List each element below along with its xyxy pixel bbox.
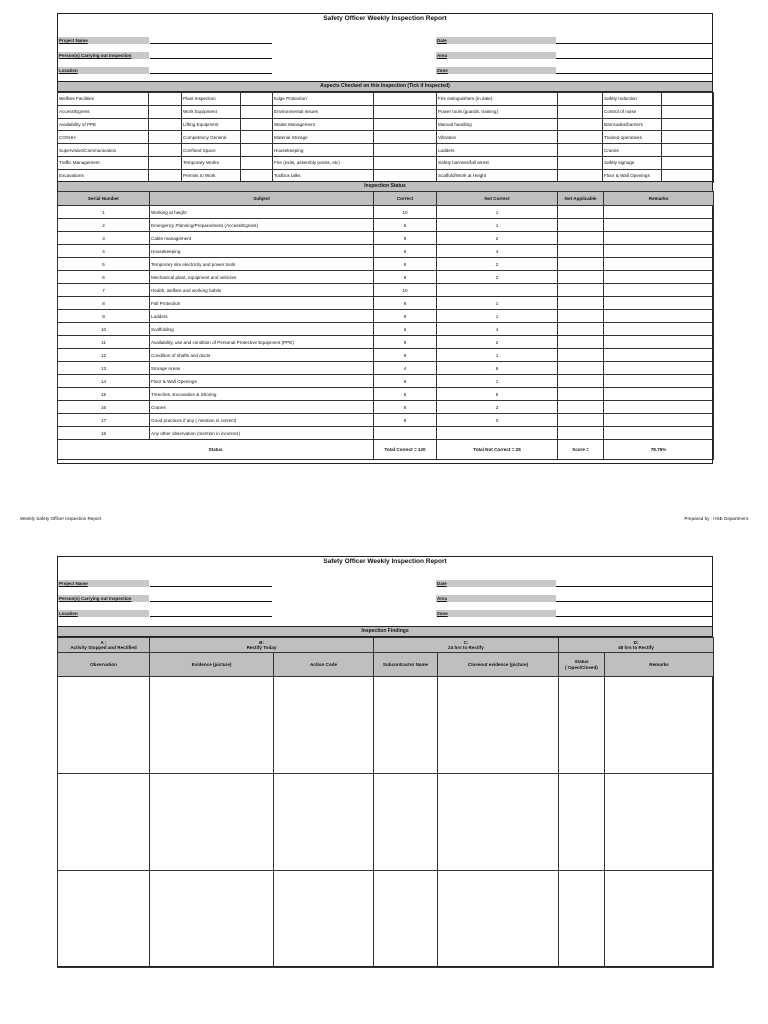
table-row — [58, 362, 714, 375]
serial-cell: 1 — [58, 206, 150, 219]
aspect-tick-box[interactable] — [558, 118, 603, 131]
area-label: Area — [436, 52, 556, 59]
aspect-tick-box[interactable] — [241, 105, 273, 118]
correct-cell: 8 — [374, 232, 437, 245]
p2-date-label: Date — [436, 580, 556, 587]
aspect-tick-box[interactable] — [662, 156, 714, 169]
correct-cell: 5 — [374, 388, 437, 401]
not-correct-cell: 1 — [437, 375, 558, 388]
col-not-applicable: Not Applicable — [558, 192, 604, 206]
table-row — [58, 219, 714, 232]
p2-zone-field[interactable] — [556, 610, 712, 617]
p2-date-field[interactable] — [556, 580, 712, 587]
aspect-label: Availability of PPE — [58, 118, 149, 131]
area-field[interactable] — [556, 52, 712, 59]
not-applicable-cell[interactable] — [558, 427, 604, 440]
table-row — [58, 284, 714, 297]
aspect-tick-box[interactable] — [374, 105, 437, 118]
finding-row — [58, 871, 714, 968]
correct-cell: 9 — [374, 297, 437, 310]
remarks-cell[interactable] — [604, 362, 714, 375]
col-action-code: Action Code — [274, 653, 374, 677]
table-row — [58, 414, 714, 427]
table-row — [58, 258, 714, 271]
p2-persons-label: Person(s) Carrying out Inspection — [58, 595, 149, 602]
remarks-cell[interactable] — [604, 388, 714, 401]
p2-location-label: Location — [58, 610, 149, 617]
zone-label: Zone — [436, 67, 556, 74]
aspect-label: Plant Inspection — [182, 93, 241, 106]
col-status: Status ( Open/Closed) — [559, 653, 605, 677]
subject-cell: Cranes — [150, 401, 374, 414]
aspect-label: Edge Protection — [273, 93, 374, 106]
aspect-row — [58, 156, 714, 169]
finding-cell[interactable] — [150, 774, 274, 871]
table-row — [58, 271, 714, 284]
not-correct-cell: 2 — [437, 336, 558, 349]
serial-cell: 4 — [58, 245, 150, 258]
remarks-cell[interactable] — [604, 245, 714, 258]
aspect-tick-box[interactable] — [662, 131, 714, 144]
inspection-status-header: Inspection Status — [58, 181, 712, 192]
aspect-label: Supervision/Communication — [58, 144, 149, 157]
remarks-cell[interactable] — [604, 232, 714, 245]
subject-cell: Emergency Planning/Preparedness (Access/Egress) — [150, 219, 374, 232]
not-applicable-cell[interactable] — [558, 349, 604, 362]
page2-form — [57, 556, 713, 967]
aspect-tick-box[interactable] — [241, 144, 273, 157]
finding-cell[interactable] — [605, 774, 714, 871]
serial-cell: 2 — [58, 219, 150, 232]
not-correct-cell: 1 — [437, 349, 558, 362]
remarks-cell[interactable] — [604, 414, 714, 427]
page-footer-right: Prepared by : HSE Department — [684, 516, 748, 521]
remarks-cell[interactable] — [604, 349, 714, 362]
aspect-label: Material Storage — [273, 131, 374, 144]
footer-score-label: Score = — [558, 440, 604, 460]
page1-title: Safety Officer Weekly Inspection Report — [323, 15, 447, 22]
not-correct-cell: 2 — [437, 401, 558, 414]
aspect-label: Waste Management — [273, 118, 374, 131]
finding-cell[interactable] — [58, 871, 150, 968]
aspect-tick-box[interactable] — [662, 144, 714, 157]
finding-cell[interactable] — [374, 677, 438, 774]
not-correct-cell: 4 — [437, 245, 558, 258]
aspect-label: Welfare Facilities — [58, 93, 149, 106]
aspect-label: Barricades/barriers — [603, 118, 662, 131]
p2-location-field[interactable] — [150, 610, 272, 617]
aspect-tick-box[interactable] — [558, 144, 603, 157]
not-correct-cell: 1 — [437, 219, 558, 232]
aspect-label: Manual handling — [437, 118, 558, 131]
subject-cell: Working at height — [150, 206, 374, 219]
aspect-tick-box[interactable] — [241, 118, 273, 131]
aspect-label: Fire extinguishers (in date) — [437, 93, 558, 106]
not-applicable-cell[interactable] — [558, 219, 604, 232]
correct-cell: 8 — [374, 336, 437, 349]
remarks-cell[interactable] — [604, 284, 714, 297]
aspects-header: Aspects Checked on this Inspection (Tick if Inspected) — [58, 81, 712, 92]
inspection-table — [57, 191, 714, 460]
correct-cell: 10 — [374, 284, 437, 297]
not-correct-cell — [437, 427, 558, 440]
zone-field[interactable] — [556, 67, 712, 74]
col-remarks-2: Remarks — [605, 653, 714, 677]
finding-cell[interactable] — [58, 774, 150, 871]
remarks-cell[interactable] — [604, 206, 714, 219]
remarks-cell[interactable] — [604, 297, 714, 310]
serial-cell: 10 — [58, 323, 150, 336]
aspect-label: Cranes — [603, 144, 662, 157]
aspect-label: Permits to Work — [182, 169, 241, 182]
finding-row — [58, 774, 714, 871]
subject-cell: Storage Areas — [150, 362, 374, 375]
footer-status: Status — [58, 440, 374, 460]
serial-cell: 3 — [58, 232, 150, 245]
serial-cell: 15 — [58, 388, 150, 401]
not-applicable-cell[interactable] — [558, 297, 604, 310]
project-name-field[interactable] — [150, 37, 272, 44]
not-correct-cell: 2 — [437, 271, 558, 284]
not-applicable-cell[interactable] — [558, 401, 604, 414]
table-row — [58, 310, 714, 323]
aspect-label: Power tools (guards, training) — [437, 105, 558, 118]
aspect-tick-box[interactable] — [662, 105, 714, 118]
aspect-tick-box[interactable] — [662, 118, 714, 131]
finding-cell[interactable] — [274, 871, 374, 968]
finding-row — [58, 677, 714, 774]
subject-cell: Mechanical plant, equipment and vehicles — [150, 271, 374, 284]
table-row — [58, 401, 714, 414]
serial-cell: 8 — [58, 297, 150, 310]
persons-field[interactable] — [150, 52, 272, 59]
aspect-tick-box[interactable] — [558, 156, 603, 169]
aspect-row — [58, 144, 714, 157]
aspect-label: Trained operatives — [603, 131, 662, 144]
aspect-label: Ladders — [437, 144, 558, 157]
remarks-cell[interactable] — [604, 271, 714, 284]
findings-table — [57, 637, 714, 968]
remarks-cell[interactable] — [604, 219, 714, 232]
subject-cell: Trenches, Excavation & Shoring — [150, 388, 374, 401]
not-correct-cell: 2 — [437, 232, 558, 245]
aspect-tick-box[interactable] — [374, 156, 437, 169]
finding-cell[interactable] — [559, 871, 605, 968]
aspect-label: Control of noise — [603, 105, 662, 118]
col-closeout: Closeout evidence (picture) — [438, 653, 559, 677]
subject-cell: Condition of shafts and ducts — [150, 349, 374, 362]
remarks-cell[interactable] — [604, 336, 714, 349]
aspect-row — [58, 118, 714, 131]
col-observation: Observation — [58, 653, 150, 677]
aspect-tick-box[interactable] — [149, 144, 182, 157]
finding-cell[interactable] — [559, 677, 605, 774]
aspect-tick-box[interactable] — [149, 118, 182, 131]
serial-cell: 7 — [58, 284, 150, 297]
not-applicable-cell[interactable] — [558, 245, 604, 258]
col-not-correct: Not Correct — [437, 192, 558, 206]
not-correct-cell: 5 — [437, 388, 558, 401]
remarks-cell[interactable] — [604, 375, 714, 388]
remarks-cell[interactable] — [604, 323, 714, 336]
correct-cell: 8 — [374, 258, 437, 271]
page2-title: Safety Officer Weekly Inspection Report — [323, 558, 447, 565]
table-row — [58, 427, 714, 440]
aspect-label: Fire (exits, assembly points, etc) — [273, 156, 374, 169]
finding-cell[interactable] — [605, 871, 714, 968]
category-c: C: 24 hrs to Rectify — [374, 638, 559, 653]
aspect-label: Vibration — [437, 131, 558, 144]
subject-cell: Good practices if any ( mention in correct) — [150, 414, 374, 427]
not-correct-cell — [437, 284, 558, 297]
aspect-tick-box[interactable] — [149, 131, 182, 144]
not-correct-cell: 1 — [437, 206, 558, 219]
finding-cell[interactable] — [438, 871, 559, 968]
serial-cell: 6 — [58, 271, 150, 284]
col-subcontractor: Subcontractor Name — [374, 653, 438, 677]
aspect-label: Housekeeping — [273, 144, 374, 157]
page1-form — [57, 13, 713, 464]
aspect-tick-box[interactable] — [374, 144, 437, 157]
not-correct-cell: 2 — [437, 258, 558, 271]
findings-header: Inspection Findings — [58, 626, 712, 637]
correct-cell: 8 — [374, 271, 437, 284]
not-applicable-cell[interactable] — [558, 284, 604, 297]
finding-cell[interactable] — [274, 677, 374, 774]
aspect-tick-box[interactable] — [558, 131, 603, 144]
serial-cell: 18 — [58, 427, 150, 440]
page-footer-left: Weekly Safety Officer Inspection Report — [20, 516, 102, 521]
aspect-label: Traffic Management — [58, 156, 149, 169]
finding-cell[interactable] — [374, 774, 438, 871]
not-applicable-cell[interactable] — [558, 375, 604, 388]
date-field[interactable] — [556, 37, 712, 44]
aspect-label: Excavations — [58, 169, 149, 182]
aspect-tick-box[interactable] — [149, 156, 182, 169]
correct-cell: 8 — [374, 414, 437, 427]
aspect-row — [58, 105, 714, 118]
correct-cell: 9 — [374, 375, 437, 388]
correct-cell: 4 — [374, 362, 437, 375]
serial-cell: 5 — [58, 258, 150, 271]
table-row — [58, 323, 714, 336]
footer-total-correct: Total Correct = 120 — [374, 440, 437, 460]
subject-cell: Scaffolding — [150, 323, 374, 336]
persons-label: Person(s) Carrying out Inspection — [58, 52, 149, 59]
finding-cell[interactable] — [374, 871, 438, 968]
not-applicable-cell[interactable] — [558, 310, 604, 323]
correct-cell: 6 — [374, 323, 437, 336]
subject-cell: Availability, use and condition of Personal Protective Equipment (PPE) — [150, 336, 374, 349]
footer-score-value: 78.79% — [604, 440, 714, 460]
p2-persons-field[interactable] — [150, 595, 272, 602]
subject-cell: Ladders — [150, 310, 374, 323]
serial-cell: 13 — [58, 362, 150, 375]
category-d: D: 48 hrs to Rectify — [559, 638, 714, 653]
finding-cell[interactable] — [150, 677, 274, 774]
subject-cell: Fall Protection — [150, 297, 374, 310]
aspect-label: Scaffold/Work at Height — [437, 169, 558, 182]
project-name-label: Project Name — [58, 37, 149, 44]
p2-area-label: Area — [436, 595, 556, 602]
aspect-label: Environmental Issues — [273, 105, 374, 118]
location-field[interactable] — [150, 67, 272, 74]
aspect-tick-box[interactable] — [241, 131, 273, 144]
table-row — [58, 232, 714, 245]
aspect-label: Floor & Wall Openings — [603, 169, 662, 182]
remarks-cell[interactable] — [604, 310, 714, 323]
category-a: A : Activity Stopped and Rectified — [58, 638, 150, 653]
finding-cell[interactable] — [605, 677, 714, 774]
aspect-label: COSHH — [58, 131, 149, 144]
remarks-cell[interactable] — [604, 427, 714, 440]
col-serial: Serial Number — [58, 192, 150, 206]
date-label: Date — [436, 37, 556, 44]
correct-cell: 5 — [374, 219, 437, 232]
finding-cell[interactable] — [559, 774, 605, 871]
not-correct-cell: 1 — [437, 310, 558, 323]
col-evidence: Evidence (picture) — [150, 653, 274, 677]
table-row — [58, 297, 714, 310]
aspect-row — [58, 93, 714, 106]
aspect-label: Confined Space — [182, 144, 241, 157]
not-applicable-cell[interactable] — [558, 388, 604, 401]
table-row — [58, 336, 714, 349]
correct-cell: 6 — [374, 245, 437, 258]
table-row — [58, 375, 714, 388]
location-label: Location — [58, 67, 149, 74]
aspect-tick-box[interactable] — [374, 93, 437, 106]
footer-total-not-correct: Total Not Correct = 25 — [437, 440, 558, 460]
not-correct-cell: 0 — [437, 414, 558, 427]
correct-cell: 8 — [374, 401, 437, 414]
table-row — [58, 206, 714, 219]
table-row — [58, 349, 714, 362]
p2-area-field[interactable] — [556, 595, 712, 602]
subject-cell: Any other observation (mention in incorrect) — [150, 427, 374, 440]
aspect-label: Competency General — [182, 131, 241, 144]
aspect-tick-box[interactable] — [149, 93, 182, 106]
aspect-label: Temporary Works — [182, 156, 241, 169]
serial-cell: 12 — [58, 349, 150, 362]
aspect-tick-box[interactable] — [241, 93, 273, 106]
subject-cell: Floor & Wall Openings — [150, 375, 374, 388]
not-applicable-cell[interactable] — [558, 271, 604, 284]
table-row — [58, 245, 714, 258]
finding-cell[interactable] — [438, 774, 559, 871]
correct-cell: 9 — [374, 310, 437, 323]
not-applicable-cell[interactable] — [558, 336, 604, 349]
aspect-label: Access/Egress — [58, 105, 149, 118]
aspect-tick-box[interactable] — [662, 93, 714, 106]
col-remarks: Remarks — [604, 192, 714, 206]
finding-cell[interactable] — [58, 677, 150, 774]
remarks-cell[interactable] — [604, 258, 714, 271]
aspect-label: Lifting Equipment — [182, 118, 241, 131]
serial-cell: 16 — [58, 401, 150, 414]
aspect-label: Safety signage — [603, 156, 662, 169]
subject-cell: Cable management — [150, 232, 374, 245]
col-subject: Subject — [150, 192, 374, 206]
finding-cell[interactable] — [438, 677, 559, 774]
not-correct-cell: 4 — [437, 323, 558, 336]
aspect-tick-box[interactable] — [558, 93, 603, 106]
serial-cell: 9 — [58, 310, 150, 323]
aspect-tick-box[interactable] — [374, 131, 437, 144]
serial-cell: 11 — [58, 336, 150, 349]
aspect-label: Toolbox talks — [273, 169, 374, 182]
not-applicable-cell[interactable] — [558, 258, 604, 271]
serial-cell: 17 — [58, 414, 150, 427]
p2-zone-label: Zone — [436, 610, 556, 617]
aspect-label: Safety harness/fall arrest — [437, 156, 558, 169]
table-row — [58, 388, 714, 401]
correct-cell: 9 — [374, 349, 437, 362]
p2-project-name-label: Project Name — [58, 580, 149, 587]
not-applicable-cell[interactable] — [558, 323, 604, 336]
remarks-cell[interactable] — [604, 401, 714, 414]
subject-cell: Health, welfare and working habits — [150, 284, 374, 297]
aspect-tick-box[interactable] — [149, 105, 182, 118]
not-correct-cell: 1 — [437, 297, 558, 310]
aspects-table — [57, 92, 714, 183]
aspect-tick-box[interactable] — [241, 156, 273, 169]
subject-cell: Housekeeping — [150, 245, 374, 258]
not-applicable-cell[interactable] — [558, 206, 604, 219]
finding-cell[interactable] — [150, 871, 274, 968]
aspect-tick-box[interactable] — [558, 105, 603, 118]
aspect-label: Safety Induction — [603, 93, 662, 106]
subject-cell: Temporary site electricity and power tools — [150, 258, 374, 271]
finding-cell[interactable] — [274, 774, 374, 871]
col-correct: Correct — [374, 192, 437, 206]
correct-cell — [374, 427, 437, 440]
not-applicable-cell[interactable] — [558, 232, 604, 245]
category-b: B: Rectify Today — [150, 638, 374, 653]
correct-cell: 10 — [374, 206, 437, 219]
p2-project-name-field[interactable] — [150, 580, 272, 587]
aspect-row — [58, 131, 714, 144]
aspect-label: Work Equipment — [182, 105, 241, 118]
not-correct-cell: 6 — [437, 362, 558, 375]
not-applicable-cell[interactable] — [558, 414, 604, 427]
not-applicable-cell[interactable] — [558, 362, 604, 375]
serial-cell: 14 — [58, 375, 150, 388]
aspect-tick-box[interactable] — [374, 118, 437, 131]
